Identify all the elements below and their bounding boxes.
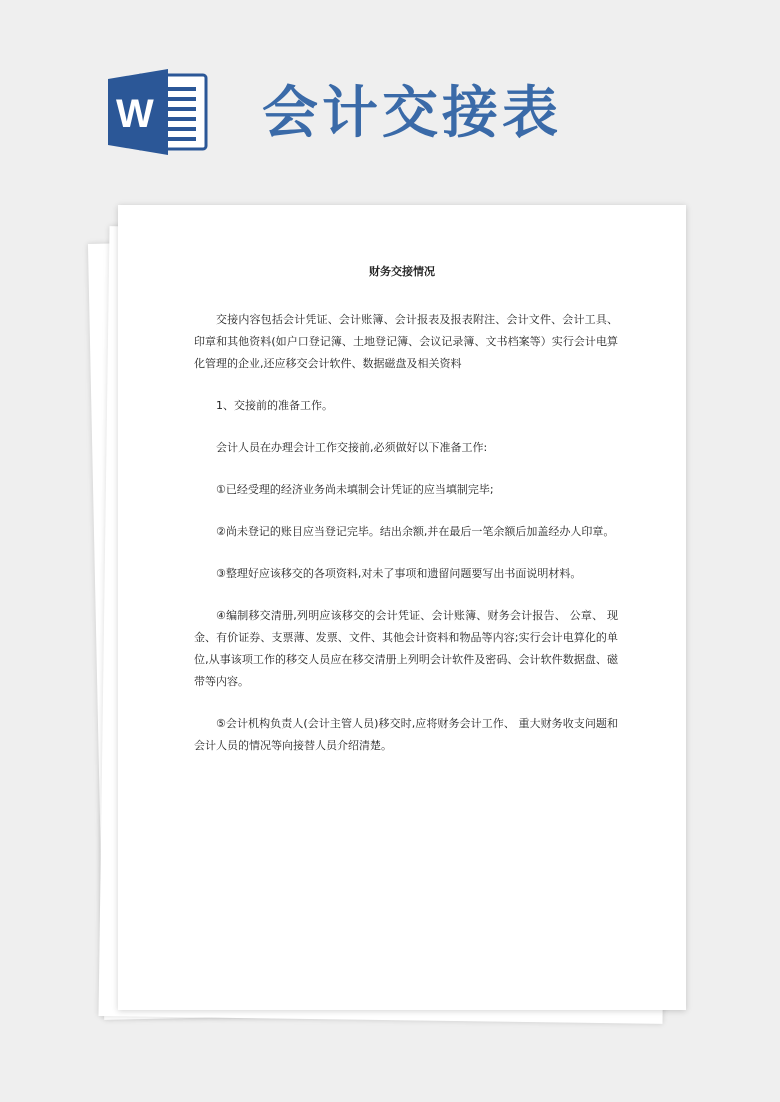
word-logo-icon — [108, 69, 208, 155]
paragraph-intro: 交接内容包括会计凭证、会计账簿、会计报表及报表附注、会计文件、会计工具、印章和其他资料(如户口登记簿、土地登记簿、会议记录簿、文书档案等）实行会计电算化管理的企业,还应移交会计软件、数据磁盘及相关资料 — [194, 313, 618, 370]
paragraph-item-2: ②尚未登记的账目应当登记完毕。结出余额,并在最后一笔余额后加盖经办人印章。 — [216, 525, 615, 538]
paragraph-item-5: ⑤会计机构负责人(会计主管人员)移交时,应将财务会计工作、 重大财务收支问题和会计人员的情况等向接替人员介绍清楚。 — [194, 717, 618, 752]
paragraph-section-1: 1、交接前的准备工作。 — [216, 399, 333, 412]
page-title: 会计交接表 — [262, 80, 562, 146]
document-body — [194, 309, 618, 777]
paragraph-item-4: ④编制移交清册,列明应该移交的会计凭证、会计账簿、财务会计报告、 公章、 现金、有价证券、支票薄、发票、文件、其他会计资料和物品等内容;实行会计电算化的单位,从事该项工作的移交人员应在移交清册上列明会计软件及密码、会计软件数据盘、磁带等内容。 — [194, 609, 618, 688]
header — [0, 0, 780, 190]
paragraph-preparation: 会计人员在办理会计工作交接前,必须做好以下准备工作: — [216, 441, 488, 454]
document-heading: 财务交接情况 — [369, 265, 435, 278]
logo-letter: W — [116, 92, 154, 136]
paragraph-item-3: ③整理好应该移交的各项资料,对未了事项和遗留问题要写出书面说明材料。 — [216, 567, 582, 580]
document-page — [118, 205, 686, 1010]
paragraph-item-1: ①已经受理的经济业务尚未填制会计凭证的应当填制完毕; — [216, 483, 494, 496]
